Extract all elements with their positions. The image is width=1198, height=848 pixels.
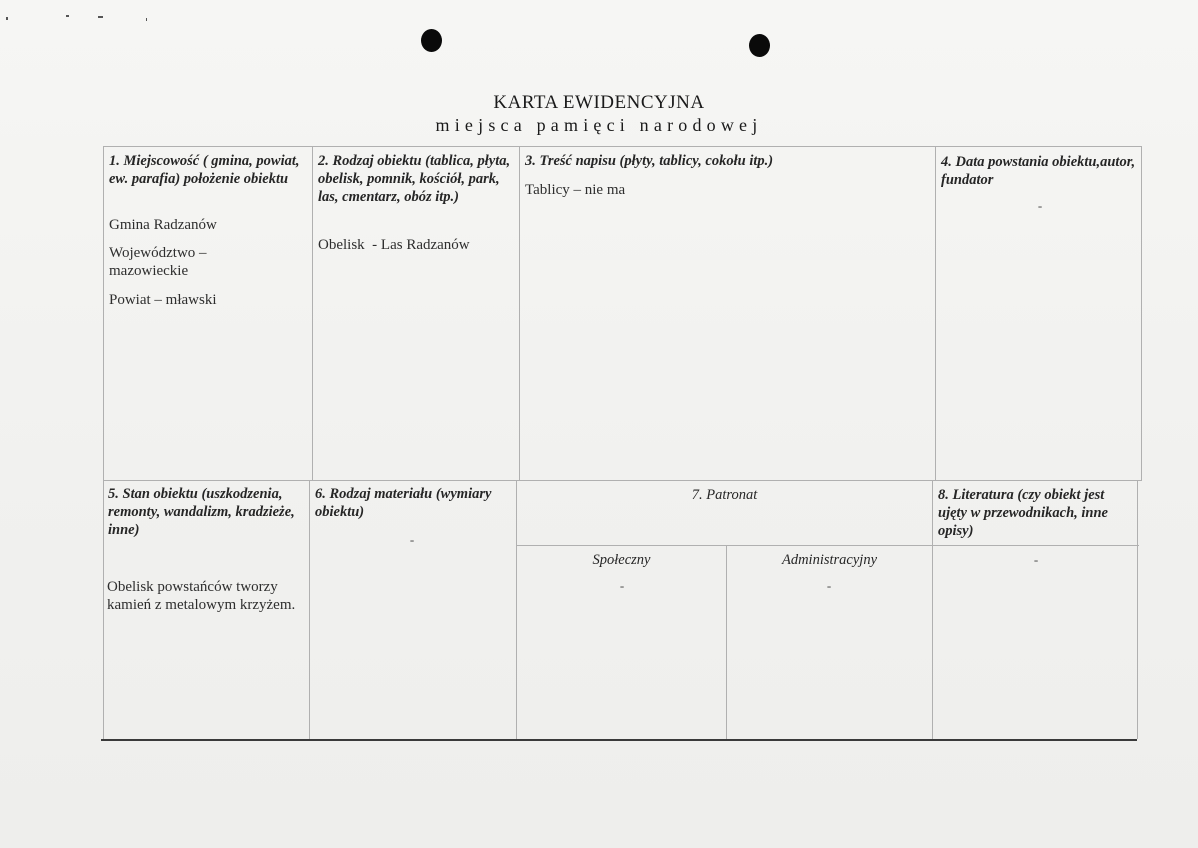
section2-value: Obelisk - Las Radzanów xyxy=(318,237,470,253)
section4-label: 4. Data powstania obiektu,autor, fundator xyxy=(941,154,1136,188)
section3-cell xyxy=(525,152,930,170)
scan-speck xyxy=(98,16,103,18)
section7-admin-label: Administracyjny xyxy=(781,552,878,568)
section7-admin-value: - xyxy=(826,578,832,593)
section7-label: 7. Patronat xyxy=(691,487,758,503)
section1-value-gmina: Gmina Radzanów xyxy=(109,217,217,233)
section7-social-value: - xyxy=(619,578,625,593)
scan-speck xyxy=(6,17,8,20)
divider-patronat xyxy=(726,545,727,739)
punch-hole-left xyxy=(421,29,442,52)
scan-speck xyxy=(146,18,147,21)
section2-label: 2. Rodzaj obiektu (tablica, płyta, obelisk, pomnik, kościół, park, las, cmentarz, obóz itp.) xyxy=(318,153,511,205)
document-subtitle: miejsca pamięci narodowej xyxy=(435,115,763,135)
section8-header-border xyxy=(932,545,1139,546)
section1-value-powiat: Powiat – mławski xyxy=(109,292,217,308)
punch-hole-right xyxy=(749,34,770,57)
divider-col7 xyxy=(932,480,933,739)
divider-col1 xyxy=(312,146,313,480)
table-right-border-top xyxy=(1141,146,1142,480)
section5-value: Obelisk powstańców tworzy kamień z metalowym krzyżem. xyxy=(107,579,296,613)
section2-cell xyxy=(318,152,516,206)
section1-label: 1. Miejscowość ( gmina, powiat, ew. parafia) położenie obiektu xyxy=(109,153,300,187)
section5-cell xyxy=(108,485,306,539)
section1-value-wojewodztwo: Województwo – mazowieckie xyxy=(109,245,207,279)
section5-label: 5. Stan obiektu (uszkodzenia, remonty, wandalizm, kradzieże, inne) xyxy=(108,486,295,538)
section6-value: - xyxy=(409,532,415,547)
divider-col6 xyxy=(516,480,517,739)
table-middle-border xyxy=(103,480,1142,481)
section8-cell xyxy=(938,486,1136,540)
section4-value: - xyxy=(1037,198,1043,213)
document-title: KARTA EWIDENCYJNA xyxy=(493,92,705,113)
section8-value: - xyxy=(1033,552,1039,567)
section3-value: Tablicy – nie ma xyxy=(525,182,626,198)
section6-label: 6. Rodzaj materiału (wymiary obiektu) xyxy=(315,486,492,520)
table-left-border xyxy=(103,146,104,739)
table-right-border-bottom xyxy=(1137,480,1138,739)
section1-cell xyxy=(109,152,307,188)
table-bottom-border xyxy=(101,739,1137,741)
divider-col3 xyxy=(935,146,936,480)
scan-speck xyxy=(66,15,69,17)
section6-cell xyxy=(315,485,511,521)
section7-social-label: Społeczny xyxy=(592,552,651,568)
divider-col5 xyxy=(309,480,310,739)
divider-col2 xyxy=(519,146,520,480)
table-top-border xyxy=(103,146,1142,147)
section8-label: 8. Literatura (czy obiekt jest ujęty w przewodnikach, inne opisy) xyxy=(938,487,1108,539)
section3-label: 3. Treść napisu (płyty, tablicy, cokołu itp.) xyxy=(525,153,774,169)
section4-cell xyxy=(941,153,1137,189)
